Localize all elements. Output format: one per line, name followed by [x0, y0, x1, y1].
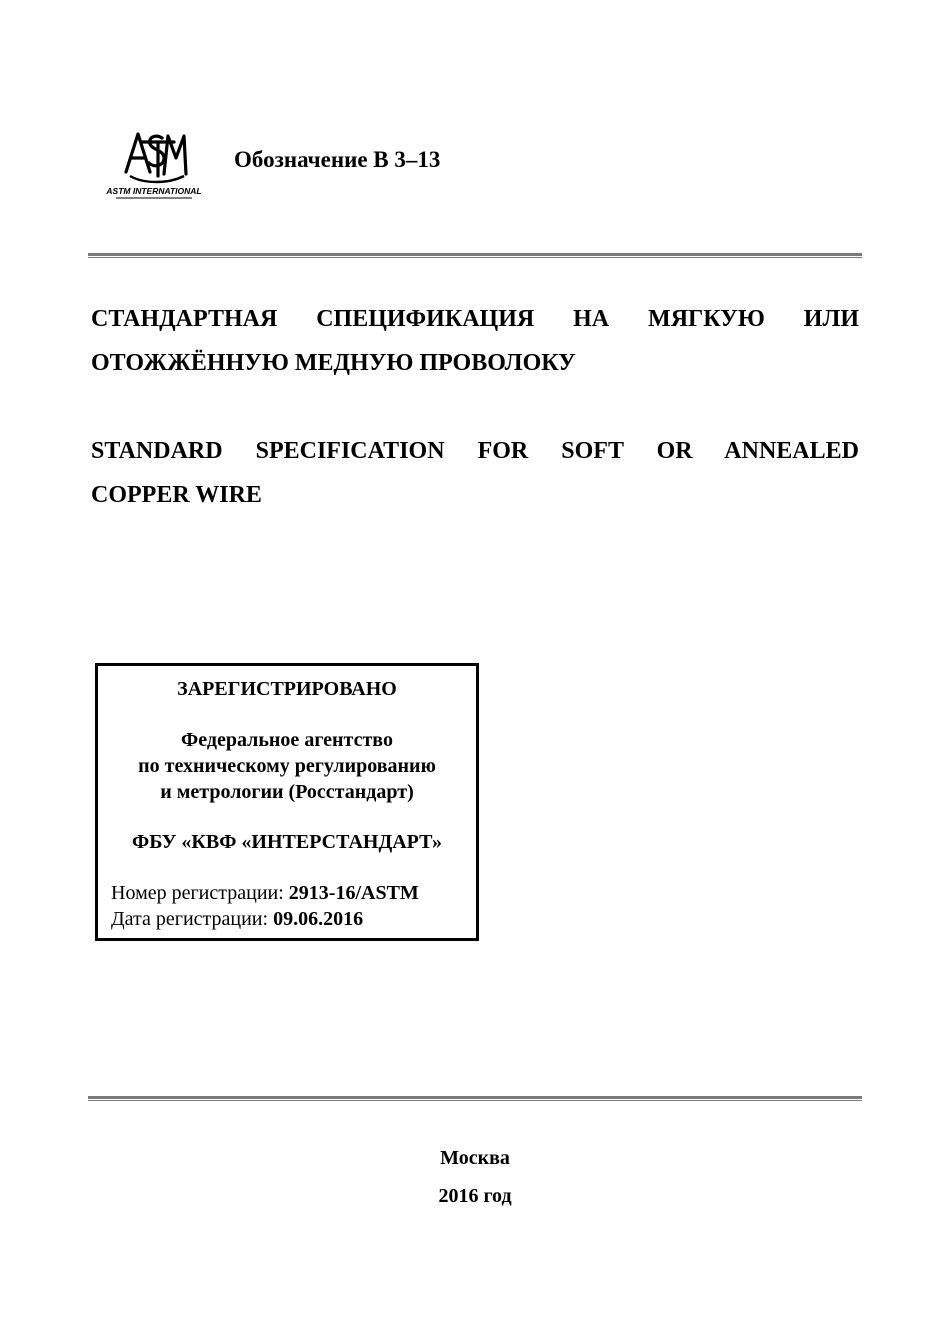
astm-logo: [106, 128, 202, 200]
agency-line-3: и метрологии (Росстандарт): [160, 781, 414, 803]
title-english-line-1: STANDARD SPECIFICATION FOR SOFT OR ANNEALED: [91, 438, 859, 464]
registration-heading: ЗАРЕГИСТРИРОВАНО: [177, 678, 397, 700]
publication-city: Москва: [440, 1147, 510, 1169]
registration-number-value: 2913-16/ASTM: [288, 882, 419, 904]
registration-date-value: 09.06.2016: [273, 908, 364, 930]
registration-number-row: [111, 880, 419, 906]
astm-international-logo-icon: [106, 128, 202, 200]
title-russian: [91, 297, 859, 385]
bottom-divider: [88, 1096, 862, 1101]
title-english: [91, 429, 859, 517]
document-designation: Обозначение В 3–13: [234, 147, 441, 172]
registration-date-label: Дата регистрации:: [111, 908, 274, 930]
agency-line-1: Федеральное агентство: [181, 729, 393, 751]
registration-number-label: Номер регистрации:: [111, 882, 289, 904]
registration-date-row: [111, 906, 419, 932]
title-russian-line-2: ОТОЖЖЁННУЮ МЕДНУЮ ПРОВОЛОКУ: [91, 350, 576, 376]
top-divider: [88, 253, 862, 258]
title-russian-line-1: СТАНДАРТНАЯ СПЕЦИФИКАЦИЯ НА МЯГКУЮ ИЛИ: [91, 306, 859, 332]
registration-box: [95, 663, 479, 941]
registration-details: [111, 880, 419, 932]
publication-year: 2016 год: [438, 1185, 512, 1207]
title-english-line-2: COPPER WIRE: [91, 482, 262, 508]
registration-organization: ФБУ «КВФ «ИНТЕРСТАНДАРТ»: [132, 831, 442, 853]
logo-text: ASTM INTERNATIONAL: [106, 186, 202, 196]
agency-line-2: по техническому регулированию: [138, 755, 436, 777]
registration-agency: [98, 727, 476, 805]
